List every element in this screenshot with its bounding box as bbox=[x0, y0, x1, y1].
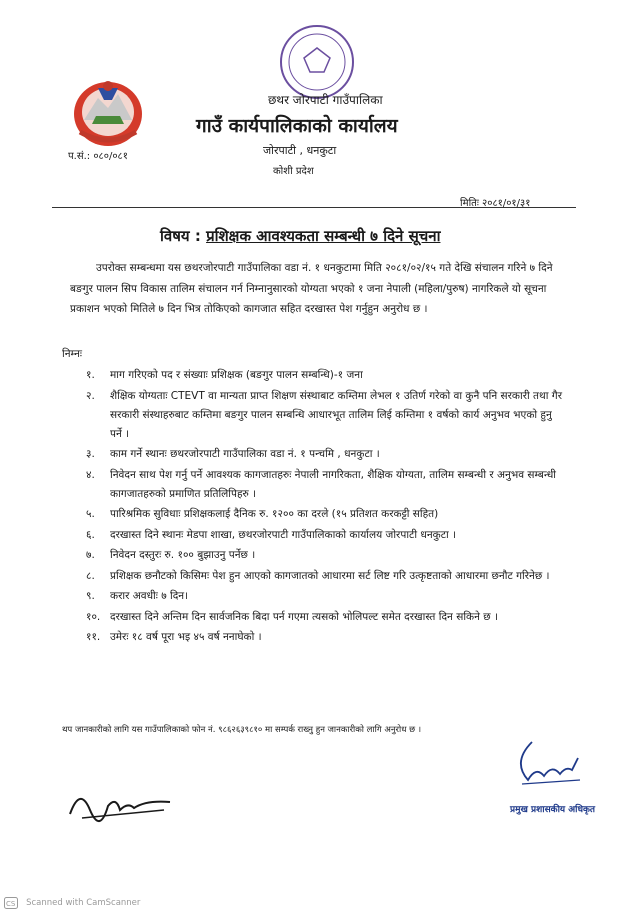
camscanner-logo-icon bbox=[4, 897, 18, 909]
item-number: ५. bbox=[86, 508, 95, 520]
item-text: निवेदन दस्तुरः रु. १०० बुझाउनु पर्नेछ । bbox=[110, 549, 256, 561]
item-number: ७. bbox=[86, 549, 95, 561]
item-text: माग गरिएको पद र संख्याः प्रशिक्षक (बङगुर पालन सम्बन्धि)-१ जना bbox=[110, 369, 363, 381]
office-address: जोरपाटी , धनकुटा bbox=[263, 144, 337, 157]
item-text: करार अवधीः ७ दिन। bbox=[110, 590, 189, 602]
nepal-emblem bbox=[62, 72, 154, 152]
patra-sankhya: प.सं.: ०८०/०८१ bbox=[68, 151, 128, 162]
list-item bbox=[86, 546, 562, 565]
svg-text:CS: CS bbox=[6, 899, 16, 908]
right-signature bbox=[508, 736, 588, 796]
list-item bbox=[86, 505, 562, 524]
list-item bbox=[86, 366, 562, 385]
left-signature bbox=[60, 780, 180, 830]
office-title: गाउँ कार्यपालिकाको कार्यालय bbox=[196, 115, 398, 137]
office-stamp bbox=[262, 22, 372, 102]
item-text: पारिश्रमिक सुविधाः प्रशिक्षकलाई दैनिक रु. १२०० का दरले (१५ प्रतिशत करकट्टी सहित) bbox=[110, 508, 439, 520]
contact-note: थप जानकारीको लागि यस गाउँपालिकाको फोन नं. ९८६२६३९८१० मा सम्पर्क राख्नु हुन जानकारीको लागि अनुरोध छ । bbox=[62, 725, 422, 735]
item-number: ६. bbox=[86, 528, 95, 541]
list-item bbox=[86, 387, 562, 444]
list-item bbox=[86, 628, 562, 647]
list-item bbox=[86, 587, 562, 606]
item-number: ११. bbox=[86, 631, 101, 643]
list-item bbox=[86, 466, 562, 504]
office-province: कोशी प्रदेश bbox=[273, 166, 314, 177]
item-number: ८. bbox=[86, 569, 95, 582]
list-item bbox=[86, 567, 562, 586]
item-text: उमेरः १८ वर्ष पूरा भइ ४५ वर्ष ननाघेको । bbox=[110, 631, 262, 643]
watermark-text: Scanned with CamScanner bbox=[26, 897, 141, 908]
cao-title: प्रमुख प्रशासकीय अधिकृत bbox=[510, 805, 596, 815]
item-number: ४. bbox=[86, 468, 95, 481]
item-text: काम गर्ने स्थानः छथरजोरपाटी गाउँपालिका वडा नं. १ पन्चमि , धनकुटा । bbox=[110, 448, 380, 460]
list-heading: निम्नः bbox=[62, 348, 83, 360]
subject-text: प्रशिक्षक आवश्यकता सम्बन्धी ७ दिने सूचना bbox=[206, 227, 441, 245]
item-text: प्रशिक्षक छनौटको किसिमः पेश हुन आएको कागजातको आधारमा सर्ट लिष्ट गरि उत्कृष्टताको आधारमा छनौट गरिनेछ । bbox=[110, 569, 550, 582]
item-text: दरखास्त दिने स्थानः मेडपा शाखा, छथरजोरपाटी गाउँपालिकाको कार्यालय जोरपाटी धनकुटा । bbox=[110, 528, 457, 541]
subject-label: विषय : bbox=[160, 227, 201, 245]
office-name: छथर जोरपाटी गाउँपालिका bbox=[268, 93, 383, 107]
item-text: शैक्षिक योग्यताः CTEVT वा मान्यता प्राप्त शिक्षण संस्थाबाट कम्तिमा लेभल १ उतिर्ण गरेको वा कुनै पनि सरकारी तथा गैर सरकारी संस्थाहरुबाट कम्तिमा बङगुर पालन सम्बन्धि आधारभूत तालिम लिई कम्तिमा १ वर्षको कार्य अनुभव भएको हुनु पर्ने । bbox=[110, 389, 562, 440]
subject-line bbox=[160, 226, 440, 246]
item-number: ३. bbox=[86, 448, 95, 460]
list-item bbox=[86, 526, 562, 545]
notice-date: मितिः २०८१/०१/३१ bbox=[460, 198, 531, 209]
intro-paragraph: उपरोक्त सम्बन्धमा यस छथरजोरपाटी गाउँपालिका वडा नं. १ धनकुटामा मिति २०८१/०२/१५ गते देखि संचालन गरिने ७ दिने बङगुर पालन सिप विकास तालिम संचालन गर्न निम्नानुसारको योग्यता भएको १ जना नेपाली (महिला/पुरुष) नागरिकले यो सूचना प्रकाशन भएको मितिले ७ दिन भित्र तोकिएको कागजात सहित दरखास्त पेश गर्नुहुन अनुरोध छ । bbox=[70, 262, 553, 315]
list-item bbox=[86, 608, 562, 627]
item-number: २. bbox=[86, 389, 95, 402]
item-number: १. bbox=[86, 369, 95, 381]
item-number: १०. bbox=[86, 610, 101, 623]
header-divider bbox=[52, 207, 576, 208]
item-number: ९. bbox=[86, 590, 95, 602]
item-text: दरखास्त दिने अन्तिम दिन सार्वजनिक बिदा पर्न गएमा त्यसको भोलिपल्ट समेत दरखास्त दिन सकिने छ । bbox=[110, 610, 498, 623]
requirements-list bbox=[86, 366, 562, 649]
item-text: निवेदन साथ पेश गर्नु पर्ने आवश्यक कागजातहरुः नेपाली नागरिकता, शैक्षिक योग्यता, तालिम सम्बन्धी र अनुभव सम्बन्धी कागजातहरुको प्रमाणित प्रतिलिपिहरु । bbox=[110, 468, 557, 500]
scanner-watermark bbox=[4, 892, 140, 906]
list-item bbox=[86, 445, 562, 464]
